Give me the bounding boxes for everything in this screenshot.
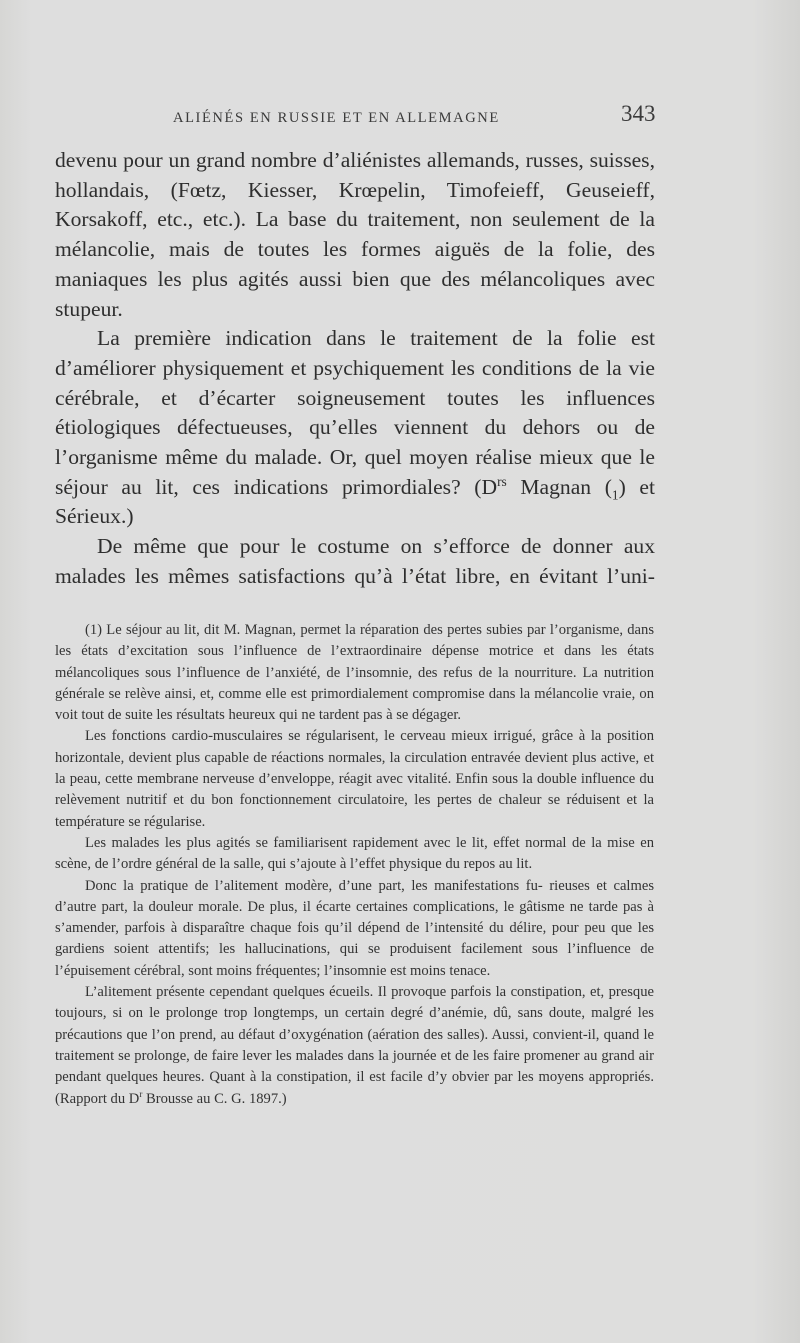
footnote-3: Les malades les plus agités se familiarisent rapidement avec le lit, effet normal de la mise en scène, de l’ordre général de la salle, qui s’ajoute à l’effet physique du repos au lit. xyxy=(55,834,654,873)
paragraph-3: De même que pour le costume on s’efforce de donner aux malades les mêmes satisfactions qu’à l’état libre, en évitant l’uni- xyxy=(55,534,655,588)
paragraph-2-text: La première indication dans le traitement de la folie est d’améliorer physiquement et psychiquement les conditions de la vie cérébrale, et d’écarter soigneusement toutes les influences étiologiques défectueuses, qu’elles viennent du dehors ou de l’organisme même du malade. Or, quel moyen réalise mieux que le séjour au lit, ces indications primordiales? (D xyxy=(55,326,655,499)
footnote-5-text-b: Brousse au C. G. 1897.) xyxy=(142,1090,287,1107)
footnote-1: (1) Le séjour au lit, dit M. Magnan, permet la réparation des pertes subies par l’organisme, dans les états d’excitation sous l’influence de l’extraordinaire dépense motrice et dans les états mélancoliques sous l’influence de l’anxiété, de l’insomnie, des refus de la nourriture. La nutrition générale se relève ainsi, et, comme elle est primordialement compromise dans la mélancolie vraie, on voit tout de suite les résultats heureux qui ne tardent pas à se dégager. xyxy=(55,622,654,724)
paragraph-2-text-b: Magnan ( xyxy=(506,474,612,499)
main-text xyxy=(55,146,655,592)
footnote-reference: 1 xyxy=(611,487,619,503)
paragraph-2 xyxy=(55,324,655,532)
paragraph-2-text-c: ) et Sérieux.) xyxy=(55,474,655,529)
page-number: 343 xyxy=(621,101,656,126)
running-title: ALIÉNÉS EN RUSSIE ET EN ALLEMAGNE xyxy=(173,110,500,126)
footnotes xyxy=(55,620,654,1110)
footnote-4: Donc la pratique de l’alitement modère, d’une part, les manifestations fu- rieuses et calmes d’autre part, la douleur morale. De plus, il écarte certaines complications, le gâtisme ne tarde pas à s’amender, parfois à disparaître chaque fois qu’il dépend de l’intensité du délire, pour peu que les gardiens soient attentifs; les hallucinations, qui se produisent facilement sous l’influence de l’épuisement cérébral, sont moins fréquentes; l’insomnie est moins tenace. xyxy=(55,877,654,979)
superscript-drs: rs xyxy=(497,473,507,489)
paragraph-1: devenu pour un grand nombre d’aliénistes allemands, russes, suisses, hollandais, (Fœtz, Kiesser, Krœpelin, Timofeieff, Geuseieff, Korsakoff, etc., etc.). La base du traitement, non seulement de la mélancolie, mais de toutes les formes aiguës de la folie, des maniaques les plus agités aussi bien que des mélancoliques avec stupeur. xyxy=(55,148,655,321)
footnote-5-text: L’alitement présente cependant quelques écueils. Il provoque parfois la constipation, et, presque toujours, si on le prolonge trop longtemps, un certain degré d’anémie, dû, sans doute, malgré les précautions que l’on prend, au défaut d’oxygénation (aération des salles). Aussi, convient-il, quand le traitement se prolonge, de faire lever les malades dans la journée et de les faire promener au grand air pendant quelques heures. Quant à la constipation, il est facile d’y obvier par les moyens appropriés. (Rapport du D xyxy=(55,984,654,1107)
footnote-2: Les fonctions cardio-musculaires se régularisent, le cerveau mieux irrigué, grâce à la position horizontale, devient plus capable de réactions normales, la circulation entravée devient plus active, et la peau, cette membrane nerveuse d’enveloppe, réagit avec vitalité. Enfin sous la double influence du relèvement nutritif et du bon fonctionnement circulatoire, les pertes de chaleur se réduisent et la température se régularise. xyxy=(55,728,654,830)
superscript-dr: r xyxy=(139,1088,143,1099)
footnote-5 xyxy=(55,982,654,1110)
